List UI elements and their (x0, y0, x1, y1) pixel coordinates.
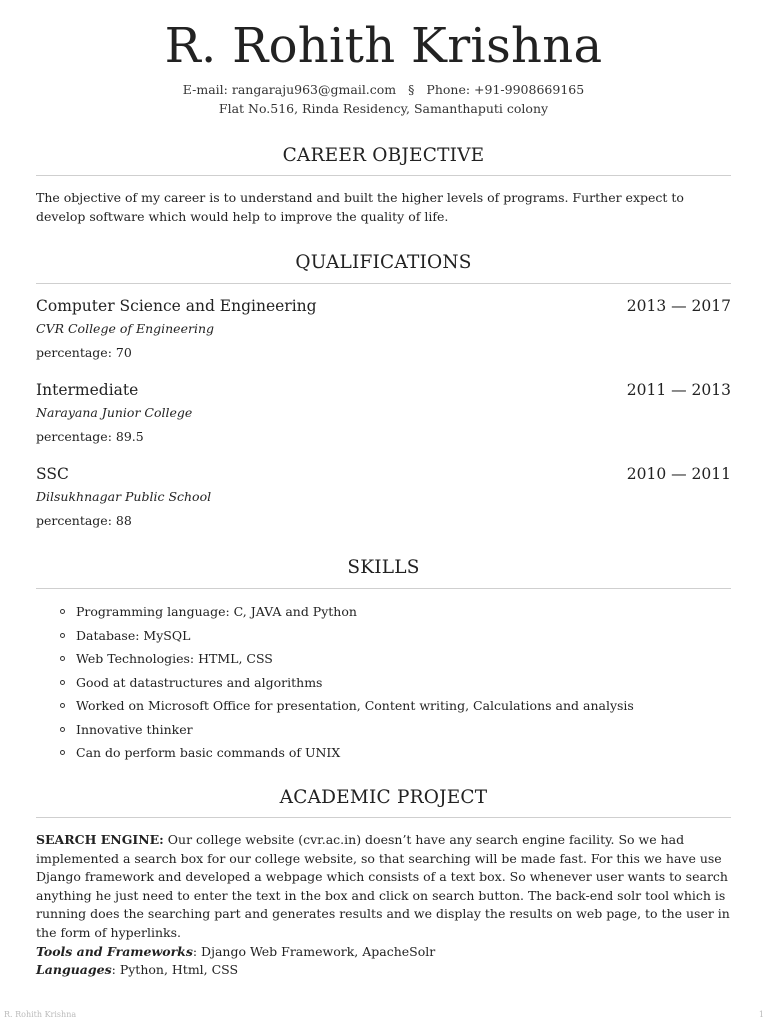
project-text: Our college website (cvr.ac.in) doesn’t have any search engine facility. So we had implemented a search box for our college website, so that searching will be made fast. For this we have use Django framework and developed a webpage which consists of a text box. So whenever user wants to search anything he just need to enter the text in the box and click on search button. The back-end solr tool which is running does the searching part and generates results and we display the results on web page, to the user in the form of hyperlinks. (36, 832, 730, 940)
qualification-percentage: percentage: 70 (36, 345, 132, 360)
bullet-icon (60, 633, 65, 638)
bullet-icon (60, 609, 65, 614)
contact-separator: § (408, 82, 415, 97)
bullet-icon (60, 703, 65, 708)
career-objective-text: The objective of my career is to understand and built the higher levels of programs. Further expect to develop software which would help to improve the quality of life. (36, 190, 684, 224)
skill-item (60, 624, 634, 648)
tools-label: Tools and Frameworks (36, 943, 193, 959)
skill-text: Programming language: C, JAVA and Python (76, 604, 357, 619)
qualification-entry (36, 463, 731, 485)
bullet-icon (60, 750, 65, 755)
skill-text: Web Technologies: HTML, CSS (76, 651, 273, 666)
qualification-entry (36, 379, 731, 401)
phone-text: Phone: +91-9908669165 (426, 82, 585, 97)
skill-item (60, 741, 634, 765)
section-divider (36, 588, 731, 589)
contact-line (36, 81, 731, 99)
skill-text: Database: MySQL (76, 627, 191, 643)
section-divider (36, 175, 731, 176)
candidate-name: R. Rohith Krishna (164, 18, 603, 74)
qualification-years: 2010 — 2011 (626, 465, 731, 483)
skills-list (60, 600, 634, 765)
qualification-institution: Narayana Junior College (36, 405, 193, 420)
skill-text: Innovative thinker (76, 721, 193, 737)
resume-page (36, 0, 731, 1024)
section-title-career-objective: CAREER OBJECTIVE (282, 145, 485, 166)
skill-item (60, 718, 634, 742)
qualification-percentage: percentage: 89.5 (36, 429, 144, 444)
bullet-icon (60, 727, 65, 732)
qualification-entry (36, 295, 731, 317)
qualification-degree: Computer Science and Engineering (36, 297, 317, 315)
section-title-skills: SKILLS (347, 557, 420, 578)
section-title-academic-project: ACADEMIC PROJECT (279, 787, 488, 808)
skill-text: Good at datastructures and algorithms (76, 674, 323, 690)
section-title-qualifications: QUALIFICATIONS (295, 252, 472, 273)
skill-item (60, 694, 634, 718)
languages-label: Languages (36, 962, 112, 978)
footer-name: R. Rohith Krishna (4, 1010, 77, 1019)
qualification-institution: CVR College of Engineering (36, 321, 215, 336)
section-divider (36, 283, 731, 284)
address-line: Flat No.516, Rinda Residency, Samanthaputi colony (218, 101, 549, 116)
email-text: E-mail: rangaraju963@gmail.com (182, 82, 397, 97)
languages-value: : Python, Html, CSS (111, 962, 239, 978)
project-description (36, 831, 731, 980)
section-divider (36, 817, 731, 818)
skill-text: Worked on Microsoft Office for presentation, Content writing, Calculations and analysis (76, 698, 634, 713)
page-number: 1 (758, 1010, 764, 1019)
qualification-institution: Dilsukhnagar Public School (36, 489, 212, 504)
skill-item (60, 647, 634, 671)
qualification-years: 2011 — 2013 (626, 381, 731, 399)
qualification-percentage: percentage: 88 (36, 513, 132, 528)
skill-item (60, 600, 634, 624)
qualification-degree: SSC (36, 465, 69, 483)
bullet-icon (60, 656, 65, 661)
bullet-icon (60, 680, 65, 685)
qualification-degree: Intermediate (36, 381, 139, 399)
skill-item (60, 671, 634, 695)
project-label: SEARCH ENGINE: (36, 832, 164, 847)
tools-value: : Django Web Framework, ApacheSolr (192, 943, 436, 959)
qualification-years: 2013 — 2017 (626, 297, 731, 315)
skill-text: Can do perform basic commands of UNIX (76, 745, 341, 760)
